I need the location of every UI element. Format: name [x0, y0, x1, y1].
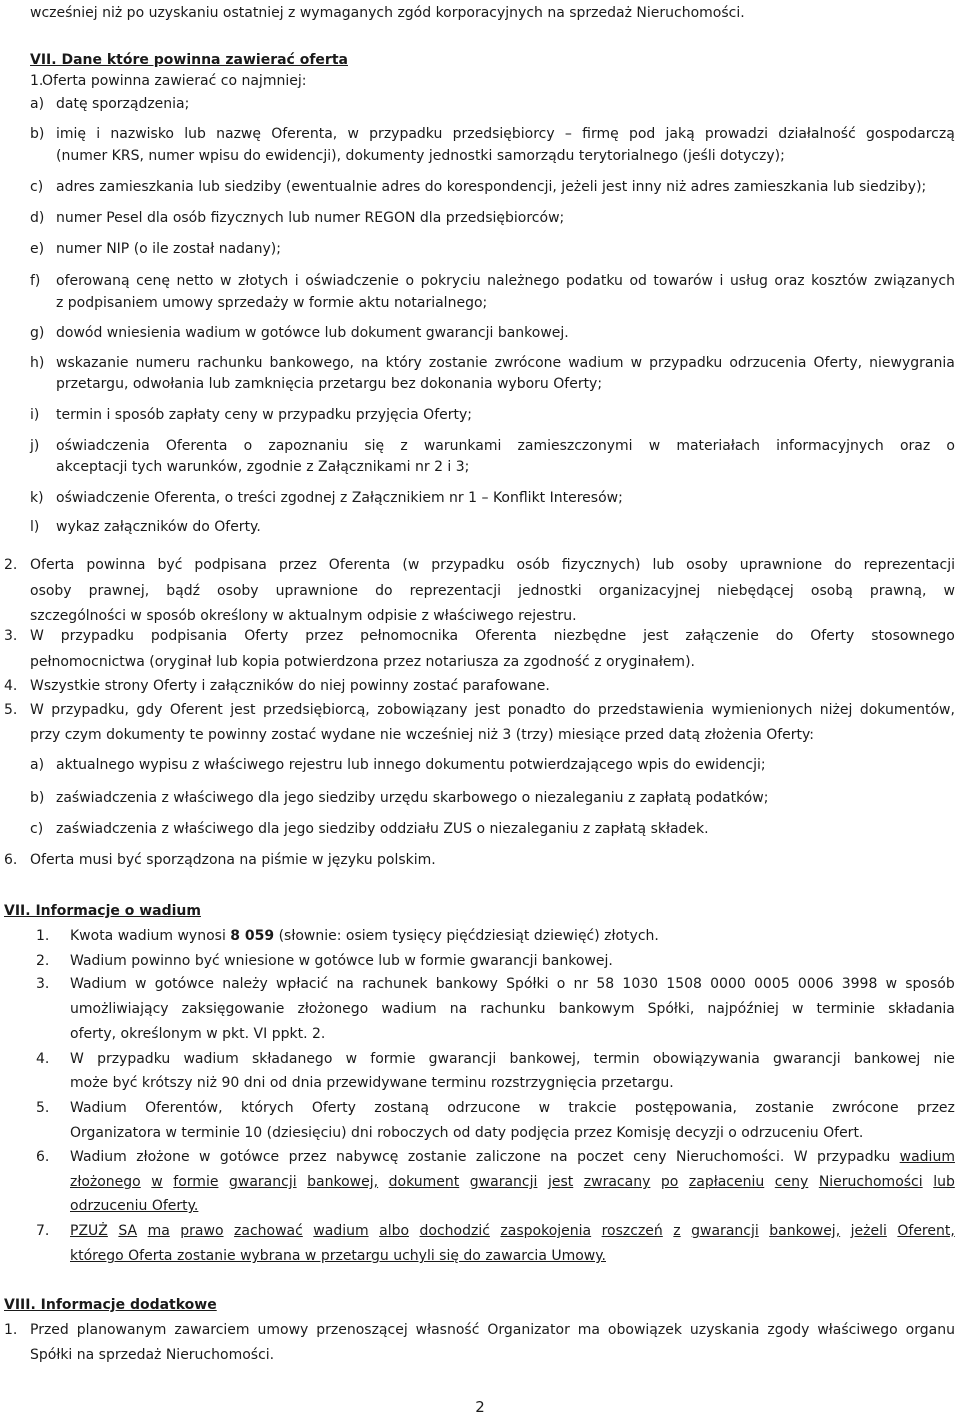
subitem-label: a): [30, 757, 45, 773]
subitem-label: c): [30, 179, 44, 195]
item-text: Przed planowanym zawarciem umowy przenoszącej własność Organizator ma obowiązek uzyskania zgody właściwego organu: [30, 1322, 955, 1338]
subitem-text: adres zamieszkania lub siedziby (ewentualnie adres do korespondencji, jeżeli jest inny niż adres zamieszkania lub siedziby);: [56, 179, 927, 195]
item-label: 5.: [36, 1100, 50, 1116]
subitem-label: b): [30, 126, 45, 142]
subitem-text: datę sporządzenia;: [56, 96, 190, 112]
subitem-text: numer NIP (o ile został nadany);: [56, 241, 281, 257]
item-label: 6.: [36, 1149, 50, 1165]
item-label: 2.: [36, 953, 50, 969]
item-text: Wadium w gotówce należy wpłacić na rachunek bankowy Spółki o nr 58 1030 1508 0000 0005 0006 3998 w sposób: [70, 976, 955, 992]
section-heading: VII. Dane które powinna zawierać oferta: [30, 52, 348, 68]
subitem-text: z podpisaniem umowy sprzedaży w formie aktu notarialnego;: [56, 295, 488, 311]
item-label: 4.: [36, 1051, 50, 1067]
item-text: W przypadku wadium składanego w formie gwarancji bankowej, termin obowiązywania gwarancji bankowej nie: [70, 1051, 955, 1067]
item-text: W przypadku podpisania Oferty przez pełnomocnika Oferenta niezbędne jest załączenie do Oferty stosownego: [30, 628, 955, 644]
item-label: 4.: [4, 678, 18, 694]
subitem-text: przetargu, odwołania lub zamknięcia przetargu bez dokonania wyboru Oferty;: [56, 376, 603, 392]
item-label: 3.: [36, 976, 50, 992]
subitem-text: (numer KRS, numer wpisu do ewidencji), dokumenty jednostki samorządu terytorialnego (jeśli dotyczy);: [56, 148, 785, 164]
subitem-text: dowód wniesienia wadium w gotówce lub dokument gwarancji bankowej.: [56, 325, 569, 341]
wadium-text: Kwota wadium wynosi: [70, 928, 231, 944]
subitem-text: termin i sposób zapłaty ceny w przypadku przyjęcia Oferty;: [56, 407, 472, 423]
wadium-amount: 8 059: [230, 928, 275, 944]
underlined-text: którego Oferta zostanie wybrana w przetargu uchyli się do zawarcia Umowy.: [70, 1248, 606, 1264]
item-text: oferty, określonym w pkt. VI ppkt. 2.: [70, 1026, 326, 1042]
item-text: Wadium złożone w gotówce przez nabywcę zostanie zaliczone na poczet ceny Nieruchomości. W przypadku wadium: [70, 1149, 955, 1165]
subitem-text: zaświadczenia z właściwego dla jego siedziby urzędu skarbowego o niezaleganiu z zapłatą podatków;: [56, 790, 769, 806]
subitem-label: f): [30, 273, 41, 289]
subitem-text: imię i nazwisko lub nazwę Oferenta, w przypadku przedsiębiorcy – firmę pod jaką prowadzi działalność gospodarczą: [56, 126, 955, 142]
subitem-label: b): [30, 790, 45, 806]
item-text: Oferta musi być sporządzona na piśmie w języku polskim.: [30, 852, 436, 868]
item-text: osoby prawnej, bądź osoby uprawnione do reprezentacji jednostki organizacyjnej niebędącej osobą prawną, w: [30, 583, 955, 599]
section-heading: VIII. Informacje dodatkowe: [4, 1297, 217, 1313]
continuation-text: wcześniej niż po uzyskaniu ostatniej z wymaganych zgód korporacyjnych na sprzedaż Nieruchomości.: [30, 5, 745, 21]
item-text: Wadium powinno być wniesione w gotówce lub w formie gwarancji bankowej.: [70, 953, 613, 969]
subitem-label: j): [30, 438, 40, 454]
item-text: może być krótszy niż 90 dni od dnia przewidywane terminu rozstrzygnięcia przetargu.: [70, 1075, 674, 1091]
item-label: 3.: [4, 628, 18, 644]
subitem-label: l): [30, 519, 40, 535]
subitem-text: oświadczenia Oferenta o zapoznaniu się z warunkami zamieszczonymi w materiałach informacyjnych oraz o: [56, 438, 955, 454]
item-text: umożliwiający zaksięgowanie złożonego wadium na rachunku bankowym Spółki, najpóźniej w terminie składania: [70, 1001, 955, 1017]
item-text: Organizatora w terminie 10 (dziesięciu) dni roboczych od daty podjęcia przez Komisję decyzji o odrzuceniu Ofert.: [70, 1125, 864, 1141]
subitem-text: wskazanie numeru rachunku bankowego, na który zostanie zwrócone wadium w przypadku odrzucenia Oferty, niewygrania: [56, 355, 955, 371]
item-text: Wadium Oferentów, których Oferty zostaną odrzucone w trakcie postępowania, zostanie zwrócone przez: [70, 1100, 955, 1116]
item-text: W przypadku, gdy Oferent jest przedsiębiorcą, zobowiązany jest ponadto do przedstawienia wymienionych niżej dokumentów,: [30, 702, 955, 718]
subitem-text: akceptacji tych warunków, zgodnie z Załącznikami nr 2 i 3;: [56, 459, 470, 475]
subitem-text: zaświadczenia z właściwego dla jego siedziby oddziału ZUS o niezaleganiu z zapłatą składek.: [56, 821, 709, 837]
item-label: 1.: [4, 1322, 18, 1338]
item-text: przy czym dokumenty te powinny zostać wydane nie wcześniej niż 3 (trzy) miesiące przed datą złożenia Oferty:: [30, 727, 815, 743]
item-text: Wszystkie strony Oferty i załączników do niej powinny zostać parafowane.: [30, 678, 550, 694]
underlined-text: PZUŻ SA ma prawo zachować wadium albo dochodzić zaspokojenia roszczeń z gwarancji bankowej, jeżeli Oferent,: [70, 1223, 955, 1239]
item-text: [70, 928, 659, 945]
section-heading: VII. Informacje o wadium: [4, 903, 201, 919]
subitem-label: c): [30, 821, 44, 837]
subitem-label: d): [30, 210, 45, 226]
item-label: 1.: [36, 928, 50, 944]
item-label: 2.: [4, 557, 18, 573]
subitem-text: numer Pesel dla osób fizycznych lub numer REGON dla przedsiębiorców;: [56, 210, 565, 226]
item-text: Oferta powinna zawierać co najmniej:: [42, 73, 307, 89]
subitem-label: e): [30, 241, 45, 257]
item-label: 1.: [30, 73, 44, 89]
underlined-text: odrzuceniu Oferty.: [70, 1198, 199, 1214]
subitem-text: oferowaną cenę netto w złotych i oświadczenie o pokryciu należnego podatku od towarów i usług oraz kosztów związanych: [56, 273, 955, 289]
item-text: Spółki na sprzedaż Nieruchomości.: [30, 1347, 275, 1363]
subitem-label: i): [30, 407, 40, 423]
subitem-label: g): [30, 325, 45, 341]
wadium-text: (słownie: osiem tysięcy pięćdziesiąt dziewięć) złotych.: [274, 928, 659, 944]
subitem-text: aktualnego wypisu z właściwego rejestru lub innego dokumentu potwierdzającego wpis do ewidencji;: [56, 757, 766, 773]
item-text: Oferta powinna być podpisana przez Oferenta (w przypadku osób fizycznych) lub osoby uprawnione do reprezentacji: [30, 557, 955, 573]
underlined-text: wadium: [899, 1149, 955, 1165]
item-label: 7.: [36, 1223, 50, 1239]
page-number: 2: [475, 1398, 485, 1416]
item-label: 5.: [4, 702, 18, 718]
underlined-text: złożonego w formie gwarancji bankowej, dokument gwarancji jest zwracany po zapłaceniu ceny Nieruchomości lub: [70, 1174, 955, 1190]
item-text: szczególności w sposób określony w aktualnym odpisie z właściwego rejestru.: [30, 608, 577, 624]
item-text: pełnomocnictwa (oryginał lub kopia potwierdzona przez notariusza za zgodność z oryginałem).: [30, 654, 695, 670]
subitem-label: a): [30, 96, 45, 112]
subitem-text: wykaz załączników do Oferty.: [56, 519, 261, 535]
subitem-label: k): [30, 490, 44, 506]
item-label: 6.: [4, 852, 18, 868]
subitem-text: oświadczenie Oferenta, o treści zgodnej z Załącznikiem nr 1 – Konflikt Interesów;: [56, 490, 623, 506]
subitem-label: h): [30, 355, 45, 371]
